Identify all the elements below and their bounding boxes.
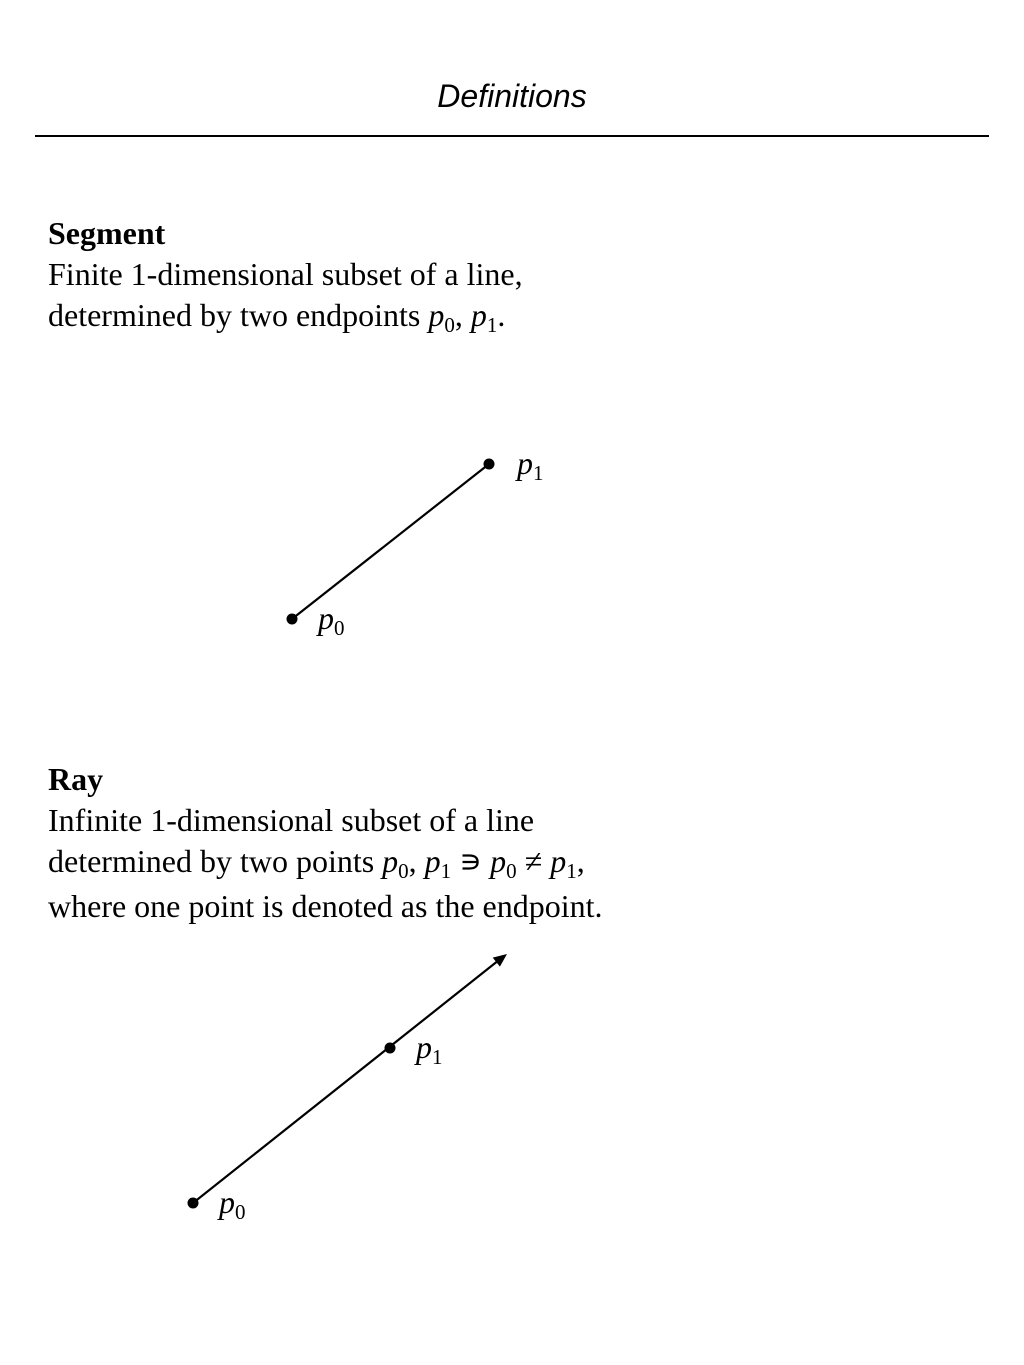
- page-title: Definitions: [437, 78, 587, 114]
- ray-label-p0: p0: [219, 1184, 246, 1224]
- ray-text-line-3: where one point is denoted as the endpoint.: [48, 888, 603, 924]
- math-p1: p1: [424, 843, 452, 883]
- segment-text-line-1: Finite 1-dimensional subset of a line,: [48, 256, 523, 292]
- segment-endpoint-p0: [287, 614, 298, 625]
- math-p1: p1: [550, 843, 577, 883]
- segment-heading: Segment: [48, 215, 166, 251]
- segment-endpoint-p1: [484, 459, 495, 470]
- segment-label-p0: p0: [318, 600, 345, 640]
- such-that-symbol: ∍: [451, 843, 491, 879]
- ray-arrowhead: [493, 954, 507, 967]
- not-equal-symbol: ≠: [516, 843, 551, 879]
- math-p1: p1: [470, 297, 498, 337]
- math-p0: p0: [428, 297, 455, 337]
- ray-label-p1: p1: [416, 1029, 443, 1069]
- segment-label-p1: p1: [517, 445, 544, 485]
- math-p0: p0: [382, 843, 409, 883]
- math-p0: p0: [490, 843, 517, 883]
- ray-endpoint-p0: [188, 1198, 199, 1209]
- ray-heading: Ray: [48, 761, 104, 797]
- ray-diagram: [0, 900, 1024, 1300]
- ray-text-prefix: determined by two points: [48, 843, 383, 879]
- segment-text-line-2: determined by two endpoints p0, p1.: [48, 297, 506, 337]
- ray-text-line-2: determined by two points p0, p1 ∍ p0 ≠ p1,: [48, 843, 585, 883]
- ray-point-p1: [385, 1043, 396, 1054]
- ray-line: [193, 960, 499, 1203]
- segment-text-prefix: determined by two endpoints: [48, 297, 429, 333]
- segment-line: [292, 464, 489, 619]
- ray-text-line-1: Infinite 1-dimensional subset of a line: [48, 802, 535, 838]
